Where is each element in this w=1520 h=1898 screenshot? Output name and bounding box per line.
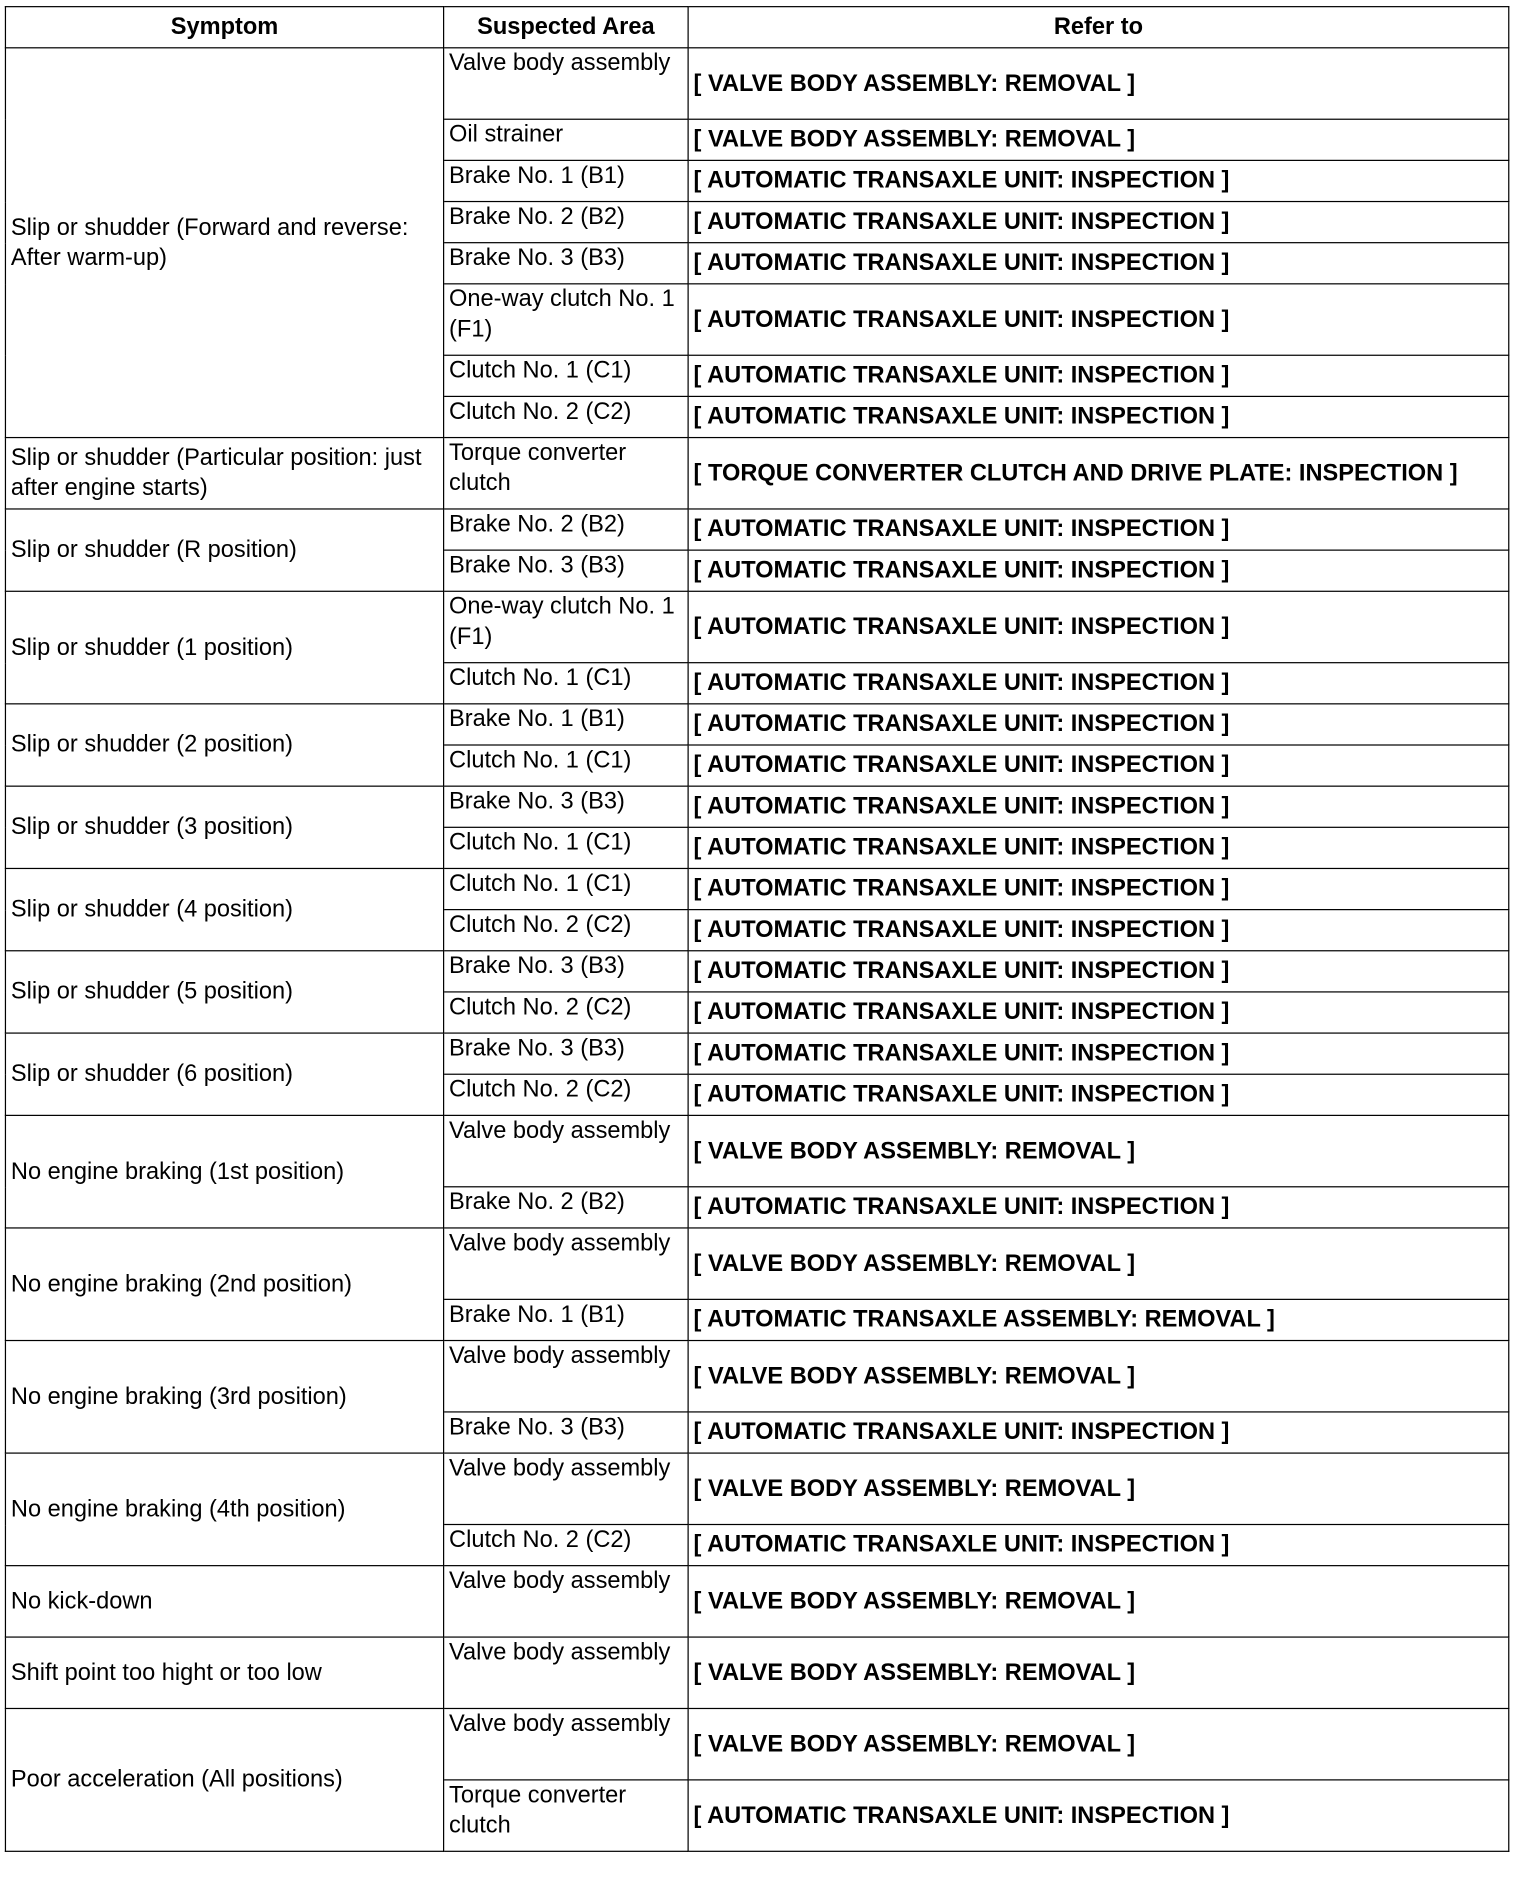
refer-to-cell: [ AUTOMATIC TRANSAXLE UNIT: INSPECTION ] bbox=[688, 1187, 1509, 1228]
refer-to-cell: [ AUTOMATIC TRANSAXLE UNIT: INSPECTION ] bbox=[688, 284, 1509, 355]
suspected-area-cell: Torque converter clutch bbox=[444, 438, 689, 509]
table-row bbox=[5, 786, 1508, 827]
suspected-area-cell: Valve body assembly bbox=[444, 1115, 689, 1186]
suspected-area-cell: Brake No. 2 (B2) bbox=[444, 202, 689, 243]
symptom-cell: Slip or shudder (2 position) bbox=[5, 704, 443, 786]
header-row bbox=[5, 7, 1508, 48]
symptom-cell: Slip or shudder (6 position) bbox=[5, 1033, 443, 1115]
suspected-area-cell: Clutch No. 2 (C2) bbox=[444, 992, 689, 1033]
suspected-area-cell: Brake No. 3 (B3) bbox=[444, 786, 689, 827]
refer-to-cell: [ VALVE BODY ASSEMBLY: REMOVAL ] bbox=[688, 1228, 1509, 1299]
symptom-cell: Slip or shudder (Forward and reverse: After warm-up) bbox=[5, 48, 443, 438]
table-row bbox=[5, 48, 1508, 119]
table-row bbox=[5, 1228, 1508, 1299]
refer-to-cell: [ AUTOMATIC TRANSAXLE UNIT: INSPECTION ] bbox=[688, 509, 1509, 550]
refer-to-cell: [ AUTOMATIC TRANSAXLE UNIT: INSPECTION ] bbox=[688, 591, 1509, 662]
refer-to-cell: [ AUTOMATIC TRANSAXLE UNIT: INSPECTION ] bbox=[688, 745, 1509, 786]
suspected-area-cell: Clutch No. 2 (C2) bbox=[444, 396, 689, 437]
table-row bbox=[5, 438, 1508, 509]
suspected-area-cell: Clutch No. 1 (C1) bbox=[444, 868, 689, 909]
suspected-area-cell: Brake No. 1 (B1) bbox=[444, 160, 689, 201]
suspected-area-cell: Clutch No. 1 (C1) bbox=[444, 355, 689, 396]
symptom-cell: Slip or shudder (4 position) bbox=[5, 868, 443, 950]
table-row bbox=[5, 868, 1508, 909]
header-suspected-area: Suspected Area bbox=[444, 7, 689, 48]
table-row bbox=[5, 1566, 1508, 1637]
suspected-area-cell: Brake No. 3 (B3) bbox=[444, 951, 689, 992]
suspected-area-cell: Valve body assembly bbox=[444, 1708, 689, 1779]
suspected-area-cell: Brake No. 1 (B1) bbox=[444, 704, 689, 745]
suspected-area-cell: Valve body assembly bbox=[444, 1637, 689, 1708]
suspected-area-cell: Valve body assembly bbox=[444, 1228, 689, 1299]
suspected-area-cell: Valve body assembly bbox=[444, 1453, 689, 1524]
refer-to-cell: [ AUTOMATIC TRANSAXLE UNIT: INSPECTION ] bbox=[688, 1033, 1509, 1074]
refer-to-cell: [ AUTOMATIC TRANSAXLE UNIT: INSPECTION ] bbox=[688, 202, 1509, 243]
refer-to-cell: [ VALVE BODY ASSEMBLY: REMOVAL ] bbox=[688, 1637, 1509, 1708]
refer-to-cell: [ VALVE BODY ASSEMBLY: REMOVAL ] bbox=[688, 48, 1509, 119]
suspected-area-cell: Brake No. 3 (B3) bbox=[444, 1033, 689, 1074]
header-refer-to: Refer to bbox=[688, 7, 1509, 48]
refer-to-cell: [ AUTOMATIC TRANSAXLE UNIT: INSPECTION ] bbox=[688, 1074, 1509, 1115]
table-row bbox=[5, 1708, 1508, 1779]
refer-to-cell: [ AUTOMATIC TRANSAXLE UNIT: INSPECTION ] bbox=[688, 951, 1509, 992]
refer-to-cell: [ AUTOMATIC TRANSAXLE UNIT: INSPECTION ] bbox=[688, 910, 1509, 951]
symptom-cell: Poor acceleration (All positions) bbox=[5, 1708, 443, 1851]
symptom-cell: No kick-down bbox=[5, 1566, 443, 1637]
suspected-area-cell: Clutch No. 1 (C1) bbox=[444, 663, 689, 704]
symptom-cell: Slip or shudder (Particular position: just after engine starts) bbox=[5, 438, 443, 509]
suspected-area-cell: Clutch No. 1 (C1) bbox=[444, 745, 689, 786]
symptom-cell: No engine braking (3rd position) bbox=[5, 1341, 443, 1454]
suspected-area-cell: One-way clutch No. 1 (F1) bbox=[444, 284, 689, 355]
table-body bbox=[5, 48, 1508, 1851]
suspected-area-cell: Clutch No. 1 (C1) bbox=[444, 827, 689, 868]
refer-to-cell: [ AUTOMATIC TRANSAXLE UNIT: INSPECTION ] bbox=[688, 786, 1509, 827]
refer-to-cell: [ VALVE BODY ASSEMBLY: REMOVAL ] bbox=[688, 119, 1509, 160]
symptom-cell: Slip or shudder (1 position) bbox=[5, 591, 443, 704]
refer-to-cell: [ VALVE BODY ASSEMBLY: REMOVAL ] bbox=[688, 1566, 1509, 1637]
suspected-area-cell: Valve body assembly bbox=[444, 1566, 689, 1637]
suspected-area-cell: Clutch No. 2 (C2) bbox=[444, 1074, 689, 1115]
table-row bbox=[5, 1115, 1508, 1186]
suspected-area-cell: Clutch No. 2 (C2) bbox=[444, 910, 689, 951]
refer-to-cell: [ AUTOMATIC TRANSAXLE UNIT: INSPECTION ] bbox=[688, 243, 1509, 284]
symptom-cell: No engine braking (4th position) bbox=[5, 1453, 443, 1566]
refer-to-cell: [ AUTOMATIC TRANSAXLE UNIT: INSPECTION ] bbox=[688, 160, 1509, 201]
refer-to-cell: [ TORQUE CONVERTER CLUTCH AND DRIVE PLATE: INSPECTION ] bbox=[688, 438, 1509, 509]
table-row bbox=[5, 951, 1508, 992]
table-row bbox=[5, 591, 1508, 662]
refer-to-cell: [ AUTOMATIC TRANSAXLE UNIT: INSPECTION ] bbox=[688, 1780, 1509, 1851]
suspected-area-cell: Clutch No. 2 (C2) bbox=[444, 1524, 689, 1565]
refer-to-cell: [ VALVE BODY ASSEMBLY: REMOVAL ] bbox=[688, 1341, 1509, 1412]
suspected-area-cell: Brake No. 2 (B2) bbox=[444, 1187, 689, 1228]
suspected-area-cell: Brake No. 1 (B1) bbox=[444, 1299, 689, 1340]
refer-to-cell: [ AUTOMATIC TRANSAXLE UNIT: INSPECTION ] bbox=[688, 704, 1509, 745]
refer-to-cell: [ AUTOMATIC TRANSAXLE UNIT: INSPECTION ] bbox=[688, 396, 1509, 437]
table-row bbox=[5, 704, 1508, 745]
symptom-cell: Slip or shudder (R position) bbox=[5, 509, 443, 591]
refer-to-cell: [ AUTOMATIC TRANSAXLE UNIT: INSPECTION ] bbox=[688, 663, 1509, 704]
symptom-cell: Slip or shudder (5 position) bbox=[5, 951, 443, 1033]
refer-to-cell: [ AUTOMATIC TRANSAXLE UNIT: INSPECTION ] bbox=[688, 827, 1509, 868]
suspected-area-cell: Brake No. 3 (B3) bbox=[444, 243, 689, 284]
suspected-area-cell: Torque converter clutch bbox=[444, 1780, 689, 1851]
table-row bbox=[5, 1453, 1508, 1524]
refer-to-cell: [ AUTOMATIC TRANSAXLE UNIT: INSPECTION ] bbox=[688, 1524, 1509, 1565]
suspected-area-cell: Valve body assembly bbox=[444, 1341, 689, 1412]
refer-to-cell: [ AUTOMATIC TRANSAXLE UNIT: INSPECTION ] bbox=[688, 550, 1509, 591]
refer-to-cell: [ VALVE BODY ASSEMBLY: REMOVAL ] bbox=[688, 1708, 1509, 1779]
suspected-area-cell: Brake No. 2 (B2) bbox=[444, 509, 689, 550]
refer-to-cell: [ AUTOMATIC TRANSAXLE UNIT: INSPECTION ] bbox=[688, 868, 1509, 909]
refer-to-cell: [ AUTOMATIC TRANSAXLE UNIT: INSPECTION ] bbox=[688, 992, 1509, 1033]
header-symptom: Symptom bbox=[5, 7, 443, 48]
refer-to-cell: [ AUTOMATIC TRANSAXLE ASSEMBLY: REMOVAL ] bbox=[688, 1299, 1509, 1340]
suspected-area-cell: Brake No. 3 (B3) bbox=[444, 550, 689, 591]
symptom-cell: No engine braking (2nd position) bbox=[5, 1228, 443, 1341]
symptom-cell: Slip or shudder (3 position) bbox=[5, 786, 443, 868]
table-row bbox=[5, 509, 1508, 550]
suspected-area-cell: One-way clutch No. 1 (F1) bbox=[444, 591, 689, 662]
suspected-area-cell: Brake No. 3 (B3) bbox=[444, 1412, 689, 1453]
suspected-area-cell: Oil strainer bbox=[444, 119, 689, 160]
suspected-area-cell: Valve body assembly bbox=[444, 48, 689, 119]
symptom-table bbox=[5, 6, 1510, 1852]
symptom-cell: No engine braking (1st position) bbox=[5, 1115, 443, 1228]
table-row bbox=[5, 1637, 1508, 1708]
refer-to-cell: [ VALVE BODY ASSEMBLY: REMOVAL ] bbox=[688, 1453, 1509, 1524]
refer-to-cell: [ AUTOMATIC TRANSAXLE UNIT: INSPECTION ] bbox=[688, 355, 1509, 396]
refer-to-cell: [ AUTOMATIC TRANSAXLE UNIT: INSPECTION ] bbox=[688, 1412, 1509, 1453]
table-row bbox=[5, 1033, 1508, 1074]
table-row bbox=[5, 1341, 1508, 1412]
refer-to-cell: [ VALVE BODY ASSEMBLY: REMOVAL ] bbox=[688, 1115, 1509, 1186]
symptom-cell: Shift point too hight or too low bbox=[5, 1637, 443, 1708]
